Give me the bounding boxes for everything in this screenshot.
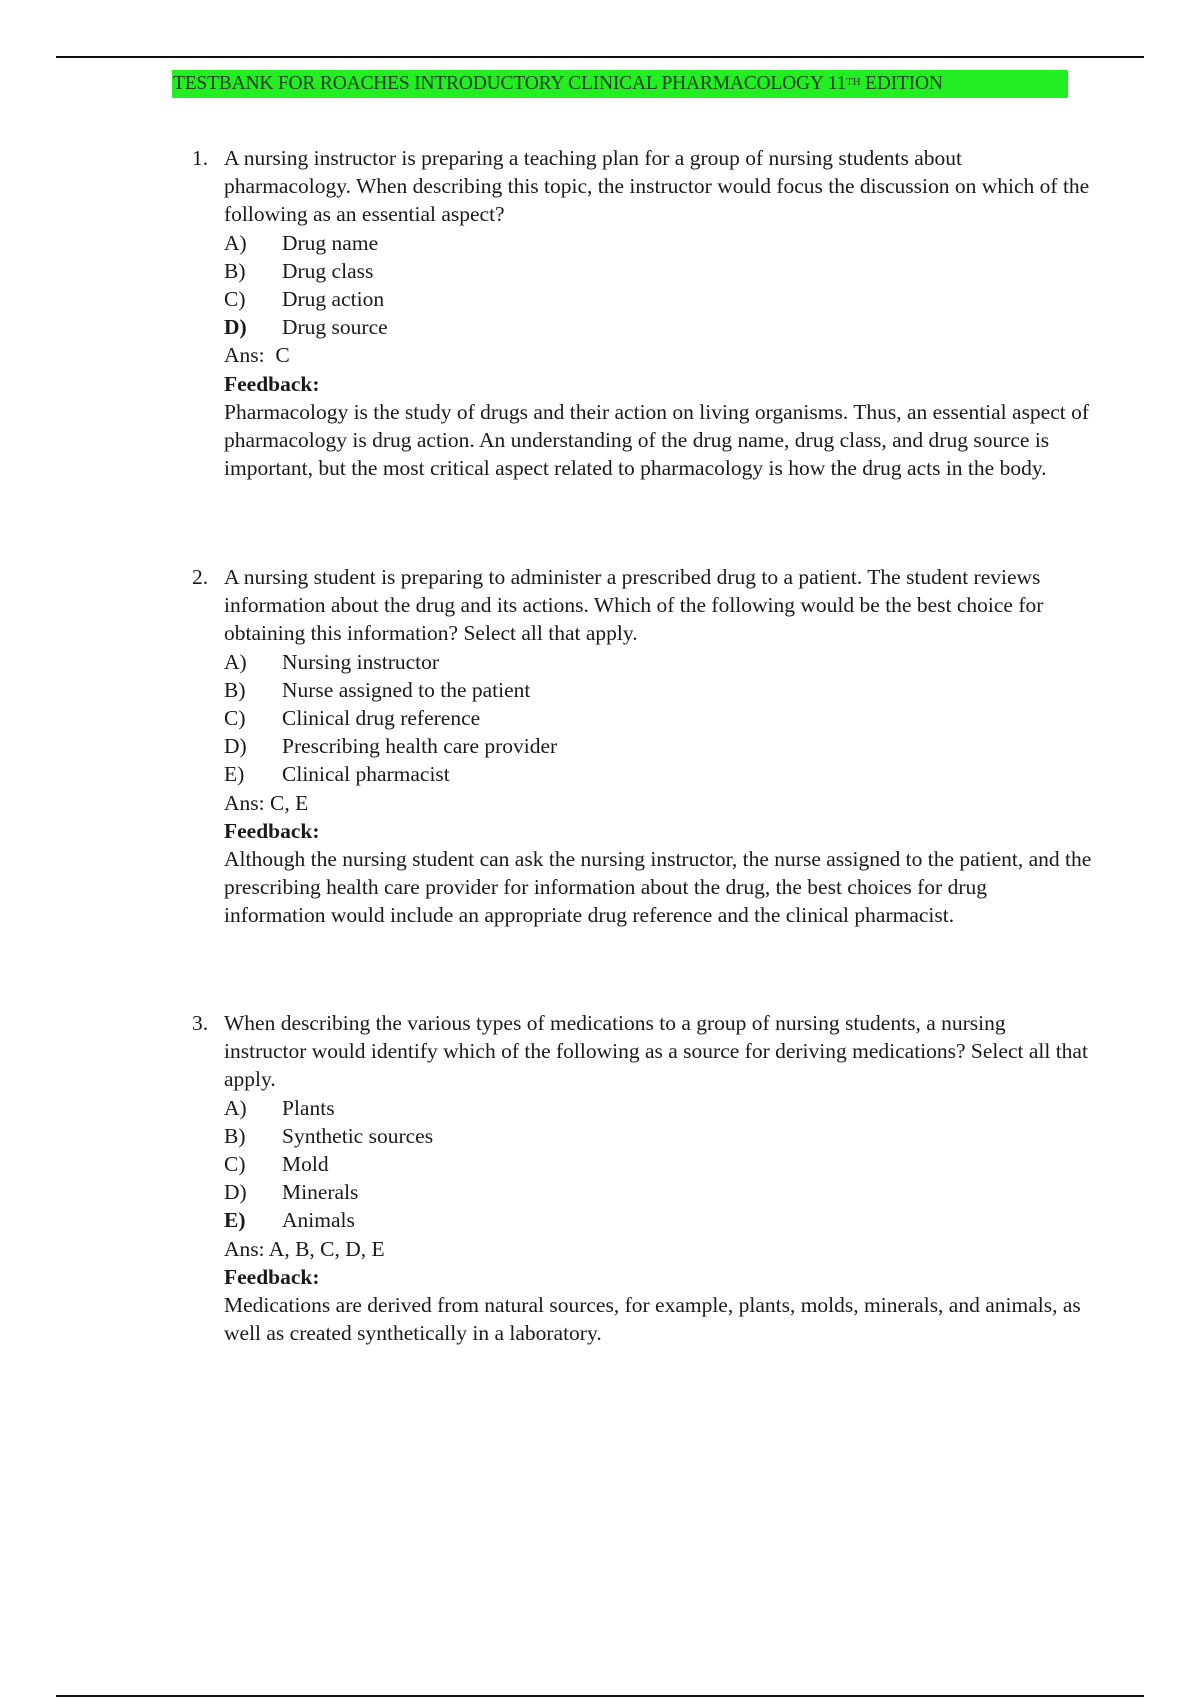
feedback-text: Medications are derived from natural sources, for example, plants, molds, minerals, and animals, as well as created synthetically in a laboratory. — [224, 1293, 1081, 1346]
option-letter: B) — [224, 1123, 246, 1148]
feedback-text: Pharmacology is the study of drugs and their action on living organisms. Thus, an essential aspect of pharmacology is drug action. An understanding of the drug name, drug class, and drug source is important, but the most critical aspect related to pharmacology is how the drug acts in the body. — [224, 399, 1090, 481]
option-a — [192, 648, 1092, 676]
option-letter: B) — [224, 677, 246, 702]
option-c — [192, 1150, 1092, 1178]
answer: Ans: A, B, C, D, E — [224, 1236, 385, 1261]
feedback-label: Feedback: — [224, 1264, 320, 1289]
option-text: Mold — [282, 1152, 329, 1177]
title-main: TESTBANK FOR ROACHES INTRODUCTORY CLINICAL PHARMACOLOGY 11 — [173, 73, 847, 94]
question-stem — [192, 144, 1092, 229]
question-text: When describing the various types of medications to a group of nursing students, a nursing instructor would identify which of the following as a source for deriving medications? Select all that apply. — [224, 1011, 1088, 1092]
option-text: Nurse assigned to the patient — [282, 677, 531, 702]
option-text: Plants — [282, 1095, 335, 1120]
option-text: Drug source — [282, 315, 388, 340]
option-letter: D) — [224, 734, 247, 759]
option-text: Prescribing health care provider — [282, 734, 558, 759]
question-text: A nursing student is preparing to administer a prescribed drug to a patient. The student reviews information about the drug and its actions. Which of the following would be the best choice for obtaining this information? Select all that apply. — [224, 565, 1044, 646]
question-number: 2. — [192, 565, 209, 589]
option-b — [192, 676, 1092, 704]
option-text: Drug name — [282, 230, 379, 255]
option-text: Clinical drug reference — [282, 706, 481, 731]
option-letter: A) — [224, 230, 247, 255]
feedback-text: Although the nursing student can ask the nursing instructor, the nurse assigned to the patient, and the prescribing health care provider for information about the drug, the best choices for drug information would include an appropriate drug reference and the clinical pharmacist. — [224, 847, 1092, 928]
option-d — [192, 313, 1092, 341]
option-letter: A) — [224, 649, 247, 674]
option-letter: C) — [224, 1152, 246, 1177]
option-a — [192, 1094, 1092, 1122]
option-letter: B) — [224, 258, 246, 283]
top-rule — [56, 56, 1144, 58]
question-number: 3. — [192, 1011, 209, 1035]
option-letter: E) — [224, 1208, 246, 1233]
question-stem — [192, 563, 1092, 648]
option-text: Minerals — [282, 1180, 359, 1205]
option-d — [192, 1178, 1092, 1206]
option-letter: C) — [224, 706, 246, 731]
option-text: Animals — [282, 1208, 355, 1233]
option-text: Drug class — [282, 258, 374, 283]
question-text: A nursing instructor is preparing a teaching plan for a group of nursing students about pharmacology. When describing this topic, the instructor would focus the discussion on which of the following as an essential aspect? — [224, 146, 1090, 227]
option-e — [192, 760, 1092, 788]
option-c — [192, 704, 1092, 732]
answer: Ans: C, E — [224, 790, 309, 815]
title-superscript: TH — [846, 76, 861, 88]
option-d — [192, 732, 1092, 760]
question-stem — [192, 1009, 1092, 1094]
option-letter: C) — [224, 287, 246, 312]
title-end: EDITION — [860, 73, 943, 94]
option-text: Clinical pharmacist — [282, 762, 450, 787]
feedback-label: Feedback: — [224, 371, 320, 396]
option-text: Synthetic sources — [282, 1123, 434, 1148]
option-text: Nursing instructor — [282, 649, 440, 674]
option-a — [192, 229, 1092, 257]
question-1 — [192, 144, 1092, 482]
option-letter: A) — [224, 1095, 247, 1120]
feedback-label: Feedback: — [224, 818, 320, 843]
question-number: 1. — [192, 146, 209, 170]
question-3 — [192, 1009, 1092, 1347]
option-text: Drug action — [282, 287, 385, 312]
question-2 — [192, 563, 1092, 930]
document-title-highlight — [172, 70, 1068, 98]
option-letter: D) — [224, 1180, 247, 1205]
option-b — [192, 1122, 1092, 1150]
document-title — [172, 73, 943, 94]
option-e — [192, 1206, 1092, 1234]
option-letter: D) — [224, 315, 247, 340]
answer: Ans: C — [224, 343, 290, 368]
option-b — [192, 257, 1092, 285]
option-c — [192, 285, 1092, 313]
bottom-rule — [56, 1695, 1144, 1697]
option-letter: E) — [224, 762, 245, 787]
